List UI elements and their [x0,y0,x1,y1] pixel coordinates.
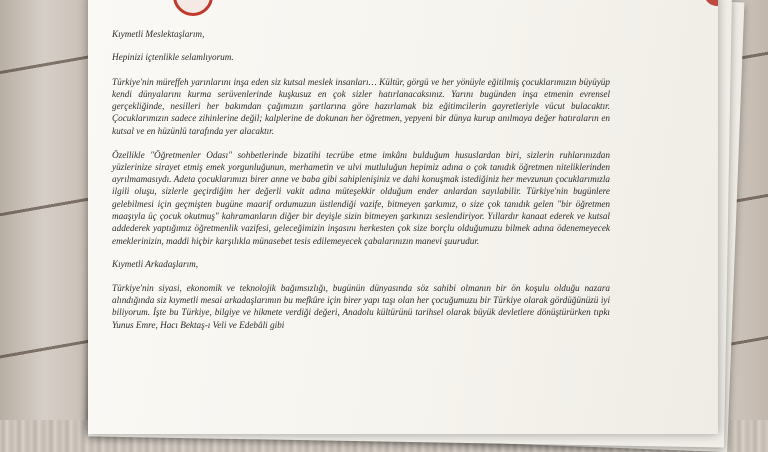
salutation-colleagues: Kıymetli Meslektaşlarım, [112,29,205,39]
paragraph-3: Türkiye'nin siyasi, ekonomik ve teknolojik bağımsızlığı, bugünün dünyasında söz sahibi olmanın bir ön koşulu olduğu nazara alındığında siz kıymetli mesai arkadaşlarımın bu mefkûre için birer yapı taşı olan her çocuğumuzu bir Türkiye olarak gördüğünüzü iyi biliyorum. İşte bu Türkiye, bilgiye ve hikmete verdiği değeri, Anadolu kültürünü tarihsel olarak büyük devletlere dönüştürürken tıpkı Yunus Emre, Hacı Bektaş-ı Veli ve Edebâli gibi [112,282,610,330]
greeting-line: Hepinizi içtenlikle selamlıyorum. [112,52,234,63]
ministry-seal-icon [173,0,213,16]
paragraph-2: Özellikle "Öğretmenler Odası" sohbetlerinde bizatihi tecrübe etme imkânı bulduğum hususlardan biri, sizlerin ruhlarınızdan yüzlerinize sirayet etmiş emek yorgunluğunun, merhametin ve ulvi mutluluğun hepimiz adına o çok tanıdık öğretmen niteliklerinden ayrılmamasıydı. Adeta çocuklarımızı birer anne ve baba gibi sahiplenişiniz ve dahi konuşmak istediğiniz her mevzunun çocuklarımızla ilgili oluşu, sizlerle geçirdiğim her değerli vakit adına müteşekkir olduğum ender anlardan sayılabilir. Türkiye'nin bugünlere gelebilmesi için geçmişten bugüne maarif ordumuzun üstlendiği vazife, bitmeyen şarkımız, o size çok tanıdık gelen "bir öğretmen maaşıyla üç çocuk okutmuş" kahramanların diğer bir deyişle sizin bitmeyen şarkınızı seslendiriyor. Yıllardır kanaat ederek ve kutsal addederek yaptığımız öğretmenlik vazifesi, geleceğimizin inşasını herkesten çok size borçlu olduğumuzu bilmek adına ödenemeyecek emeklerinizin, maddi hiçbir karşılıkla münasebet tesis edilemeyecek çabalarınızın manevi şuurudur. [112,149,610,246]
red-stamp-icon [704,0,718,6]
paragraph-1: Türkiye'nin müreffeh yarınlarını inşa eden siz kutsal meslek insanları… Kültür, görgü ve her yönüyle eğitilmiş çocuklarımızın büyüyüp kendi dünyalarını kurma serüvenlerinde kuşkusuz en çok sizler hatırlanacaksınız. Yarını bugünden inşa etmenin evrensel gerçekliğinde, nesilleri her bakımdan çağımızın şartlarına göre hazırlamak biz eğitimcilerin gayretleriyle vücut bulacaktır. Çocuklarımızın sadece zihinlerine değil; kalplerine de dokunan her öğretmen, yepyeni bir dünya kurup anılmaya değer hatıraların en kutsal ve en hüzünlü tarafında yer alacaktır. [112,76,610,136]
salutation-friends: Kıymetli Arkadaşlarım, [112,259,199,270]
letter-body [112,28,610,342]
